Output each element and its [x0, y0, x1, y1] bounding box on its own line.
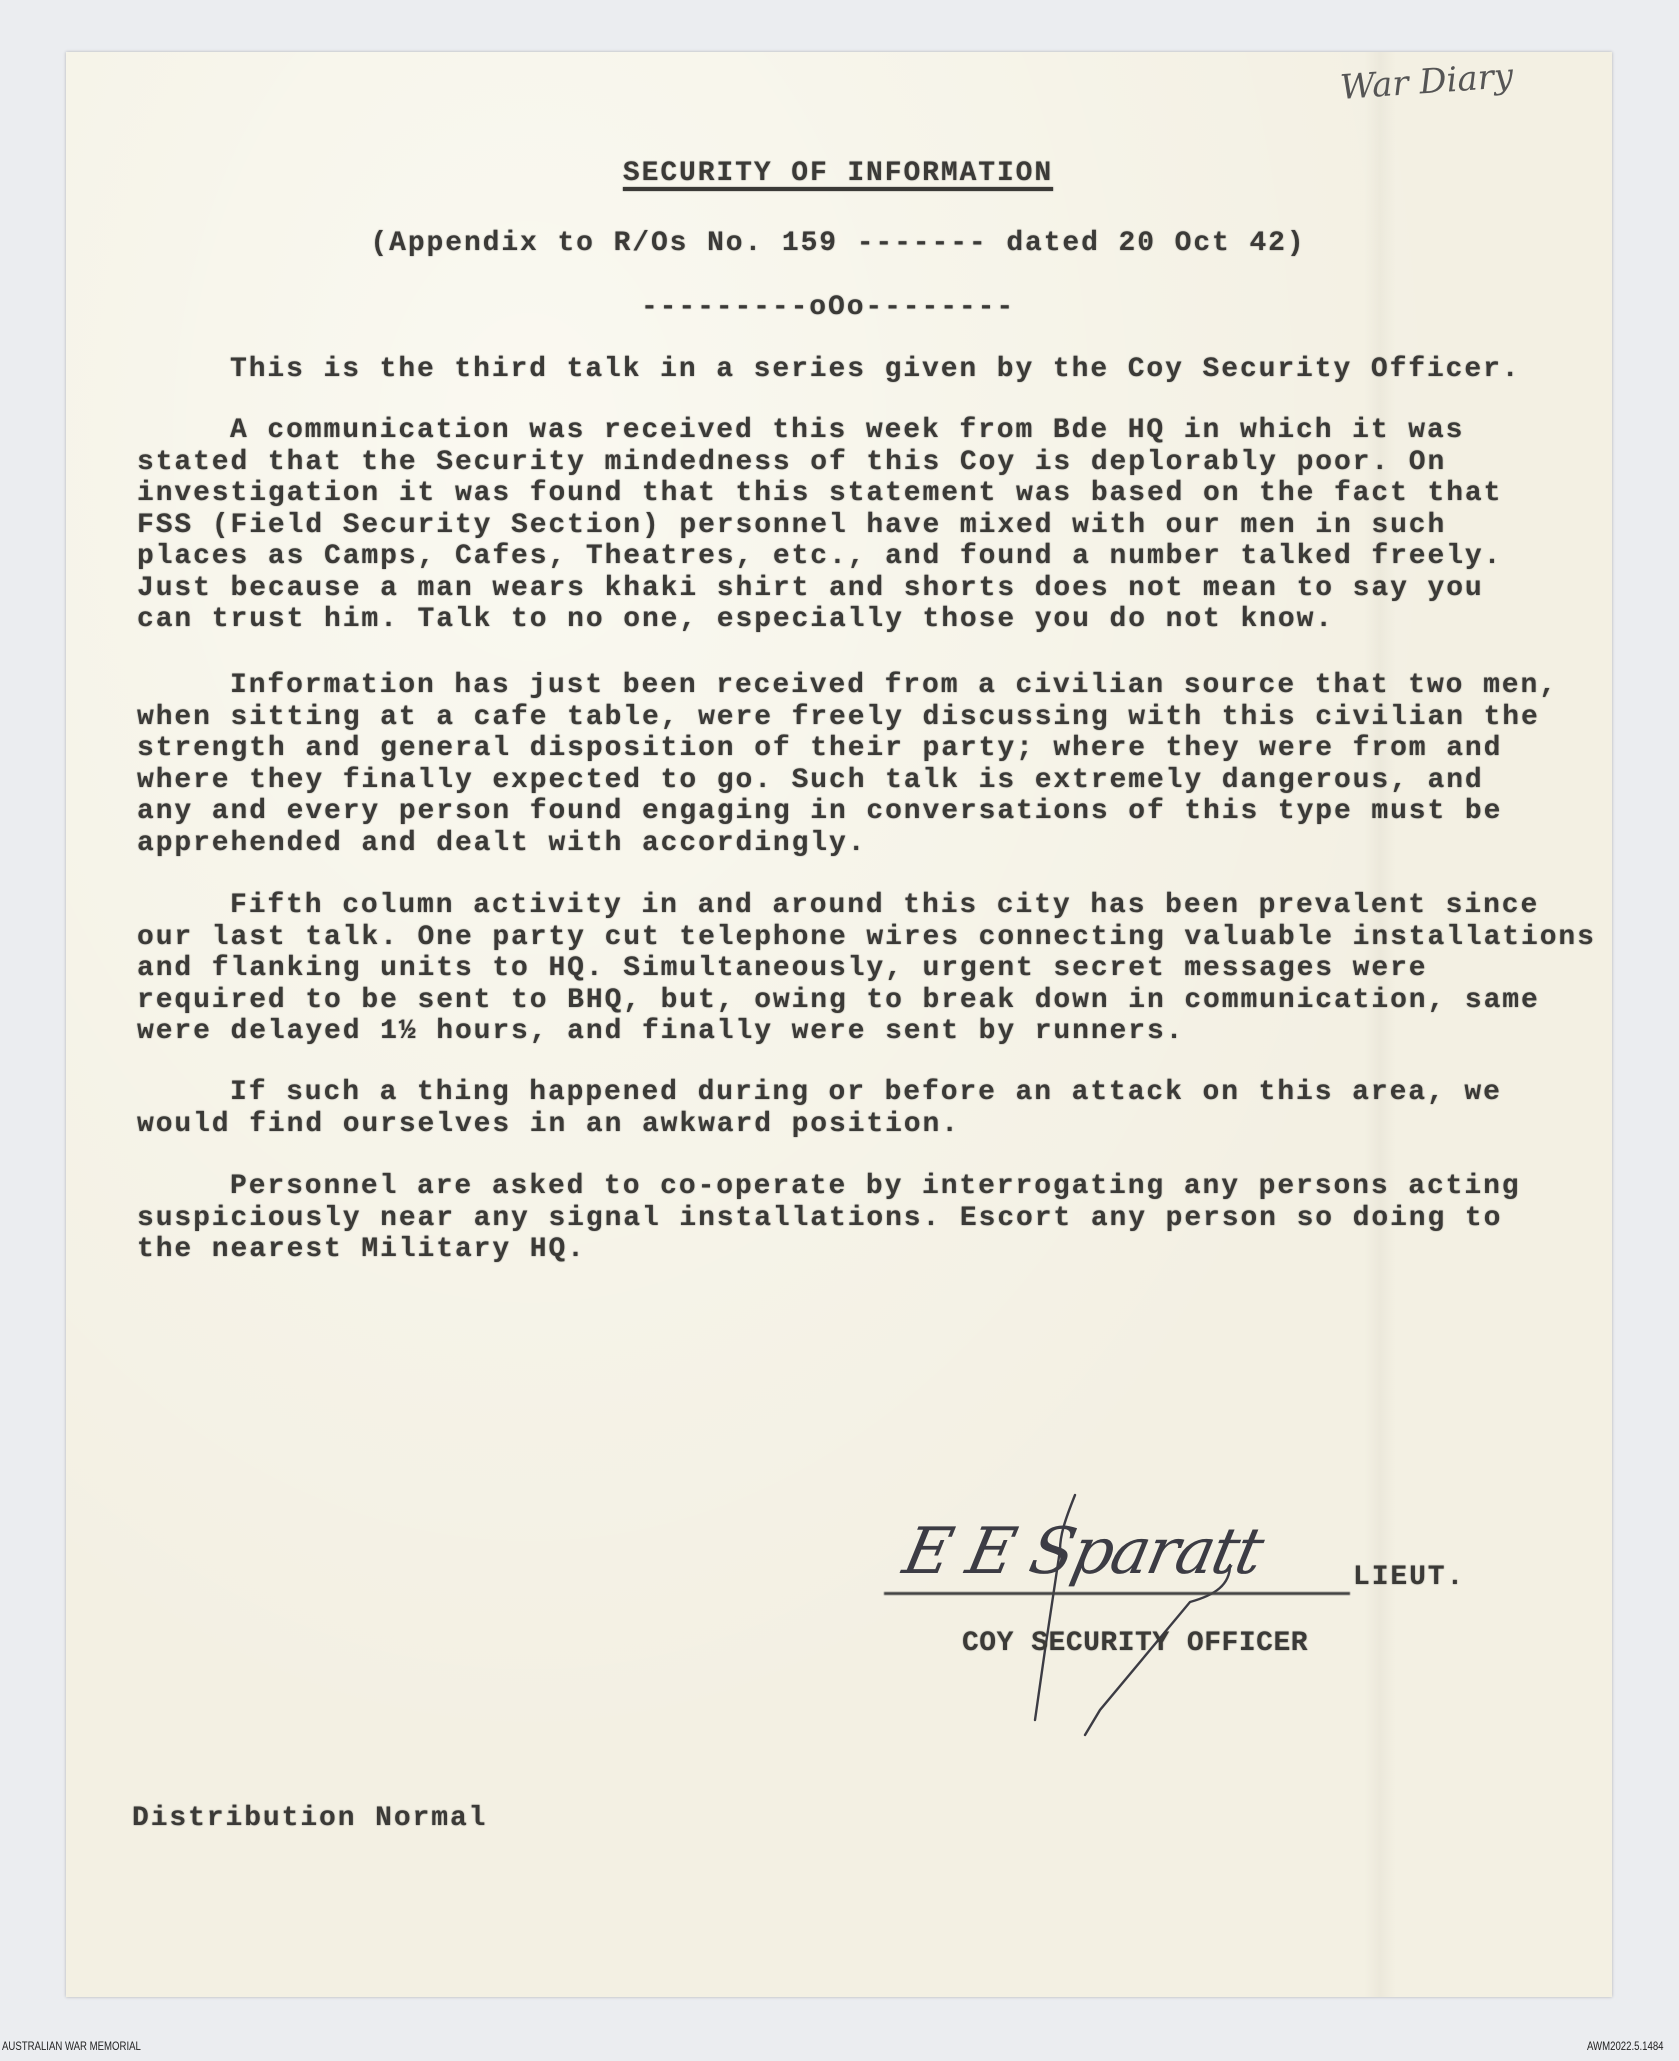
paragraph-line: FSS (Field Security Section) personnel have mixed with our men in such	[137, 509, 1447, 541]
paragraph-line: Fifth column activity in and around this city has been prevalent since	[230, 890, 1540, 921]
paragraph-line: investigation it was found that this statement was based on the fact that	[137, 478, 1503, 509]
paragraph-line: stated that the Security mindedness of this Coy is deplorably poor. On	[137, 446, 1447, 478]
paragraph-line: and flanking units to HQ. Simultaneously, urgent secret messages were	[137, 953, 1428, 984]
document-title: SECURITY OF INFORMATION	[622, 158, 1054, 189]
paragraph-line: would find ourselves in an awkward position.	[137, 1108, 960, 1140]
signed-name: E E Sparatt	[897, 1515, 1269, 1589]
paragraph-line: apprehended and dealt with accordingly.	[137, 827, 867, 859]
paragraph-4	[137, 890, 1596, 1048]
paragraph-line: our last talk. One party cut telephone wires connecting valuable installations	[137, 921, 1596, 953]
paragraph-line: If such a thing happened during or before an attack on this area, we	[230, 1077, 1502, 1108]
paragraph-line: This is the third talk in a series given by the Coy Security Officer.	[230, 354, 1521, 385]
paragraph-5	[137, 1077, 1502, 1140]
paragraph-line: the nearest Military HQ.	[137, 1234, 586, 1265]
distribution-note: Distribution Normal	[132, 1803, 488, 1834]
paragraph-line: strength and general disposition of their party; where they were from and	[137, 733, 1503, 764]
paragraph-2	[137, 415, 1502, 636]
paragraph-line: Personnel are asked to co-operate by interrogating any persons acting	[230, 1171, 1521, 1202]
paragraph-line: required to be sent to BHQ, but, owing to break down in communication, same	[137, 984, 1540, 1016]
paragraph-line: Just because a man wears khaki shirt and shorts does not mean to say you	[137, 572, 1484, 604]
paragraph-1	[137, 354, 1521, 386]
signature-line	[884, 1592, 1350, 1595]
footer-archive-name: AUSTRALIAN WAR MEMORIAL	[2, 2039, 141, 2053]
paragraph-line: Information has just been received from a civilian source that two men,	[230, 670, 1558, 701]
war-diary-annotation: War Diary	[1338, 56, 1515, 108]
paragraph-line: when sitting at a cafe table, were freely discussing with this civilian the	[137, 701, 1540, 733]
signatory-rank: LIEUT.	[1353, 1562, 1466, 1593]
paragraph-line: can trust him. Talk to no one, especially those you do not know.	[137, 604, 1334, 635]
paragraph-3	[137, 670, 1558, 859]
paragraph-line: suspiciously near any signal installations. Escort any person so doing to	[137, 1202, 1503, 1234]
paragraph-line: where they finally expected to go. Such talk is extremely dangerous, and	[137, 764, 1484, 796]
document-subtitle: (Appendix to R/Os No. 159 ------- dated 20 Oct 42)	[370, 228, 1306, 259]
paragraph-line: were delayed 1½ hours, and finally were sent by runners.	[137, 1016, 1185, 1047]
paragraph-6	[137, 1171, 1521, 1266]
paragraph-line: places as Camps, Cafes, Theatres, etc., and found a number talked freely.	[137, 541, 1503, 572]
separator: ---------oOo--------	[640, 292, 1016, 323]
footer-reference: AWM2022.5.1484	[1587, 2039, 1664, 2053]
paragraph-line: any and every person found engaging in conversations of this type must be	[137, 796, 1503, 827]
paragraph-line: A communication was received this week from Bde HQ in which it was	[230, 415, 1465, 446]
signatory-role: COY SECURITY OFFICER	[962, 1628, 1309, 1659]
